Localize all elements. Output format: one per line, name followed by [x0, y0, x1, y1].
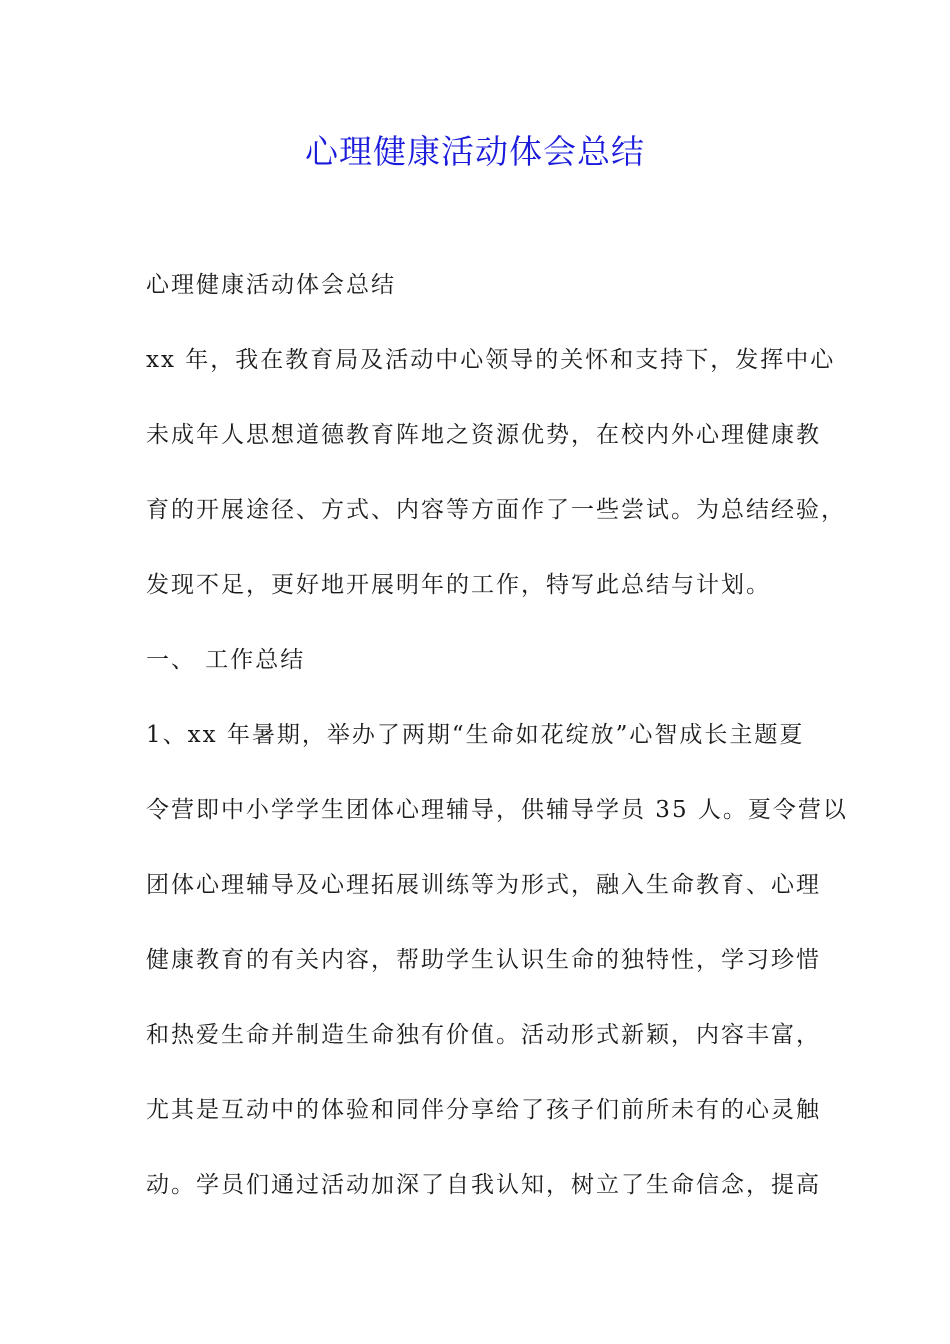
paragraph-line: 心理健康活动体会总结	[146, 272, 396, 298]
section-heading: 一、 工作总结	[146, 647, 306, 673]
paragraph-line: 未成年人思想道德教育阵地之资源优势，在校内外心理健康教	[146, 422, 821, 448]
paragraph-line: 动。学员们通过活动加深了自我认知，树立了生命信念，提高	[146, 1172, 821, 1198]
paragraph-line: xx 年，我在教育局及活动中心领导的关怀和支持下，发挥中心	[146, 347, 836, 373]
paragraph-line: 令营即中小学学生团体心理辅导，供辅导学员 35 人。夏令营以	[146, 797, 848, 823]
paragraph-line: 发现不足，更好地开展明年的工作，特写此总结与计划。	[146, 572, 771, 598]
paragraph-line: 尤其是互动中的体验和同伴分享给了孩子们前所未有的心灵触	[146, 1097, 821, 1123]
paragraph-line: 团体心理辅导及心理拓展训练等为形式，融入生命教育、心理	[146, 872, 821, 898]
paragraph-line: 健康教育的有关内容，帮助学生认识生命的独特性，学习珍惜	[146, 947, 821, 973]
paragraph-line: 育的开展途径、方式、内容等方面作了一些尝试。为总结经验，	[146, 497, 846, 523]
document-title: 心理健康活动体会总结	[305, 132, 645, 171]
paragraph-line: 和热爱生命并制造生命独有价值。活动形式新颖，内容丰富，	[146, 1022, 821, 1048]
paragraph-line: 1、xx 年暑期，举办了两期“生命如花绽放”心智成长主题夏	[146, 722, 805, 748]
